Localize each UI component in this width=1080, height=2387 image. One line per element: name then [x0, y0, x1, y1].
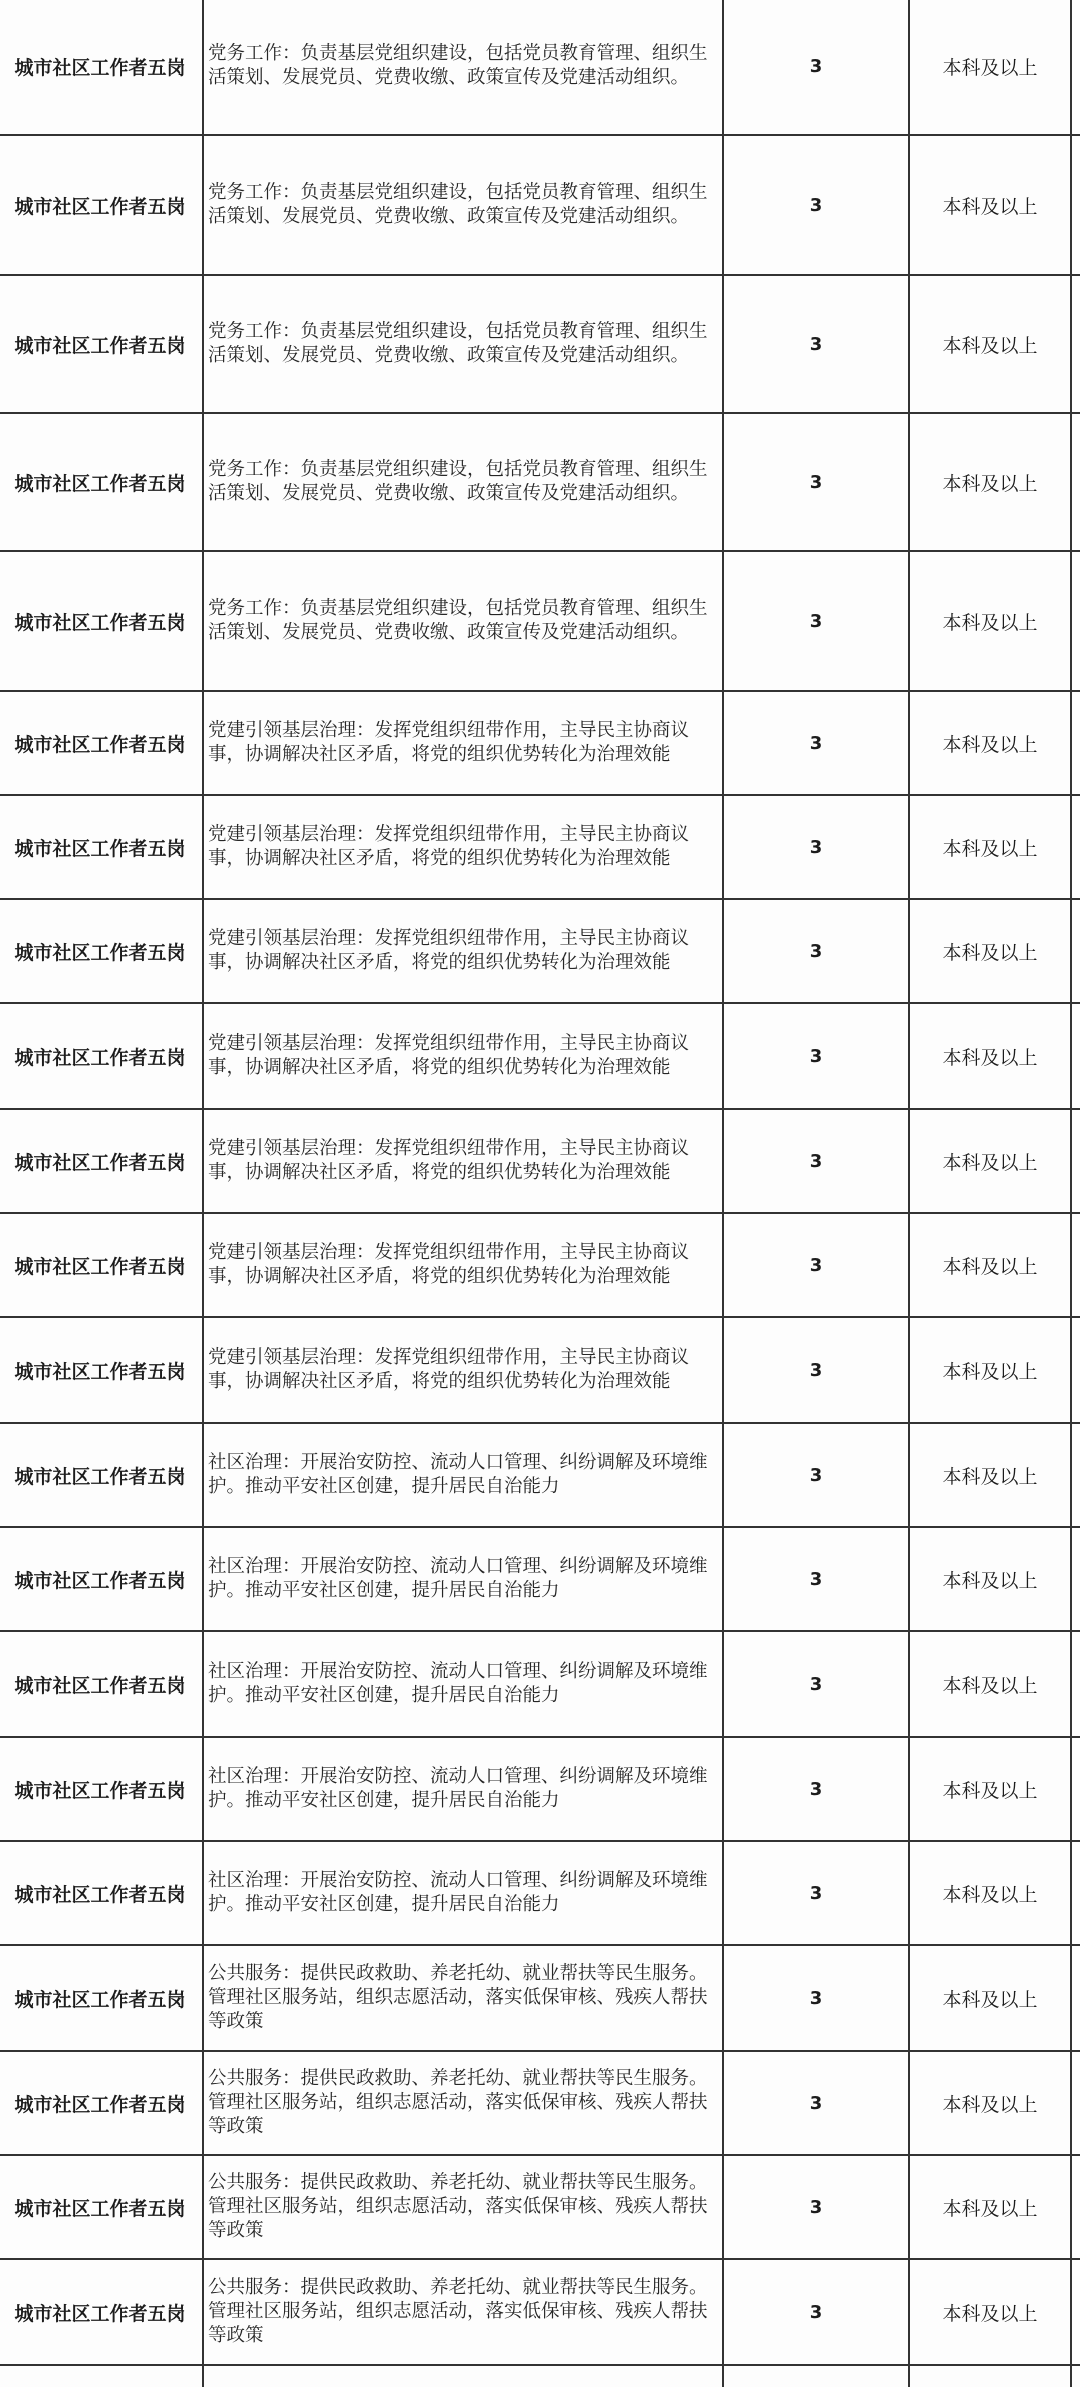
job-description-cell — [203, 2051, 723, 2155]
job-description-text: 公共服务：提供民政救助、养老托幼、就业帮扶等民生服务。管理社区服务站，组织志愿活动，落实低保审核、残疾人帮扶等政策 — [208, 2068, 708, 2137]
job-description-cell — [203, 1003, 723, 1109]
table-row — [0, 1317, 1080, 1423]
next-column-edge — [1071, 1213, 1080, 1317]
job-description-text: 党务工作：负责基层党组织建设，包括党员教育管理、组织生活策划、发展党员、党费收缴、政策宣传及党建活动组织。 — [208, 598, 708, 643]
headcount-cell: 3 — [723, 1841, 909, 1945]
table-row-partial — [0, 2365, 1080, 2387]
next-column-edge — [1071, 2051, 1080, 2155]
next-column-edge — [1071, 1527, 1080, 1631]
education-cell: 本科及以上 — [909, 899, 1071, 1003]
job-description-text: 公共服务：提供民政救助、养老托幼、就业帮扶等民生服务。管理社区服务站，组织志愿活动，落实低保审核、残疾人帮扶等政策 — [208, 2277, 708, 2346]
job-description-text: 党务工作：负责基层党组织建设，包括党员教育管理、组织生活策划、发展党员、党费收缴、政策宣传及党建活动组织。 — [208, 321, 708, 366]
job-description-text: 党务工作：负责基层党组织建设，包括党员教育管理、组织生活策划、发展党员、党费收缴、政策宣传及党建活动组织。 — [208, 182, 708, 227]
table-row — [0, 2051, 1080, 2155]
post-name-cell: 城市社区工作者五岗 — [0, 1213, 203, 1317]
education-cell: 本科及以上 — [909, 551, 1071, 691]
table-row — [0, 0, 1080, 135]
job-description-cell — [203, 795, 723, 899]
post-name-cell: 城市社区工作者五岗 — [0, 1423, 203, 1527]
headcount-cell: 3 — [723, 1213, 909, 1317]
headcount-cell: 3 — [723, 691, 909, 795]
post-name-cell: 城市社区工作者五岗 — [0, 413, 203, 551]
education-cell: 本科及以上 — [909, 0, 1071, 135]
job-description-text: 党建引领基层治理：发挥党组织纽带作用，主导民主协商议事，协调解决社区矛盾，将党的组织优势转化为治理效能 — [208, 824, 690, 869]
table-row — [0, 1109, 1080, 1213]
next-column-edge — [1071, 551, 1080, 691]
next-column-edge — [1071, 2155, 1080, 2259]
headcount-cell: 3 — [723, 795, 909, 899]
job-description-cell — [203, 899, 723, 1003]
next-column-edge — [1071, 1109, 1080, 1213]
table-row — [0, 275, 1080, 413]
education-cell: 本科及以上 — [909, 1841, 1071, 1945]
job-description-cell — [203, 1317, 723, 1423]
headcount-cell: 3 — [723, 1631, 909, 1737]
job-description-text: 社区治理：开展治安防控、流动人口管理、纠纷调解及环境维护。推动平安社区创建，提升居民自治能力 — [208, 1556, 708, 1601]
headcount-cell: 3 — [723, 1737, 909, 1841]
empty-cell — [1071, 2365, 1080, 2387]
education-cell: 本科及以上 — [909, 2155, 1071, 2259]
post-name-cell: 城市社区工作者五岗 — [0, 2155, 203, 2259]
post-name-cell: 城市社区工作者五岗 — [0, 551, 203, 691]
post-name-cell: 城市社区工作者五岗 — [0, 2259, 203, 2365]
education-cell: 本科及以上 — [909, 2051, 1071, 2155]
next-column-edge — [1071, 2259, 1080, 2365]
job-description-text: 公共服务：提供民政救助、养老托幼、就业帮扶等民生服务。管理社区服务站，组织志愿活动，落实低保审核、残疾人帮扶等政策 — [208, 1963, 708, 2032]
post-name-cell: 城市社区工作者五岗 — [0, 899, 203, 1003]
job-description-cell — [203, 135, 723, 275]
education-cell: 本科及以上 — [909, 2259, 1071, 2365]
job-description-cell — [203, 1841, 723, 1945]
table-row — [0, 413, 1080, 551]
headcount-cell: 3 — [723, 1527, 909, 1631]
education-cell: 本科及以上 — [909, 1109, 1071, 1213]
next-column-edge — [1071, 1631, 1080, 1737]
job-description-text: 党建引领基层治理：发挥党组织纽带作用，主导民主协商议事，协调解决社区矛盾，将党的组织优势转化为治理效能 — [208, 1347, 690, 1392]
table-row — [0, 1423, 1080, 1527]
next-column-edge — [1071, 1841, 1080, 1945]
post-name-cell: 城市社区工作者五岗 — [0, 1317, 203, 1423]
job-description-text: 社区治理：开展治安防控、流动人口管理、纠纷调解及环境维护。推动平安社区创建，提升居民自治能力 — [208, 1870, 708, 1915]
job-description-cell — [203, 1423, 723, 1527]
job-description-cell — [203, 275, 723, 413]
job-description-text: 党建引领基层治理：发挥党组织纽带作用，主导民主协商议事，协调解决社区矛盾，将党的组织优势转化为治理效能 — [208, 928, 690, 973]
next-column-edge — [1071, 135, 1080, 275]
education-cell: 本科及以上 — [909, 1317, 1071, 1423]
job-description-cell — [203, 1527, 723, 1631]
headcount-cell: 3 — [723, 135, 909, 275]
post-name-cell: 城市社区工作者五岗 — [0, 1003, 203, 1109]
table-row — [0, 1737, 1080, 1841]
headcount-cell: 3 — [723, 0, 909, 135]
post-name-cell: 城市社区工作者五岗 — [0, 795, 203, 899]
job-description-cell — [203, 1945, 723, 2051]
post-name-cell: 城市社区工作者五岗 — [0, 0, 203, 135]
education-cell: 本科及以上 — [909, 691, 1071, 795]
education-cell: 本科及以上 — [909, 275, 1071, 413]
job-description-cell — [203, 2259, 723, 2365]
next-column-edge — [1071, 0, 1080, 135]
job-description-text: 公共服务：提供民政救助、养老托幼、就业帮扶等民生服务。管理社区服务站，组织志愿活动，落实低保审核、残疾人帮扶等政策 — [208, 2172, 708, 2241]
post-name-cell: 城市社区工作者五岗 — [0, 1737, 203, 1841]
next-column-edge — [1071, 1737, 1080, 1841]
next-column-edge — [1071, 413, 1080, 551]
education-cell: 本科及以上 — [909, 795, 1071, 899]
table-row — [0, 1003, 1080, 1109]
job-description-text: 社区治理：开展治安防控、流动人口管理、纠纷调解及环境维护。推动平安社区创建，提升居民自治能力 — [208, 1661, 708, 1706]
job-description-text: 社区治理：开展治安防控、流动人口管理、纠纷调解及环境维护。推动平安社区创建，提升居民自治能力 — [208, 1452, 708, 1497]
headcount-cell: 3 — [723, 1317, 909, 1423]
headcount-cell: 3 — [723, 1003, 909, 1109]
table-row — [0, 1213, 1080, 1317]
education-cell: 本科及以上 — [909, 413, 1071, 551]
table-row — [0, 551, 1080, 691]
table-row — [0, 1631, 1080, 1737]
table-row — [0, 2155, 1080, 2259]
job-description-cell — [203, 1737, 723, 1841]
job-description-text: 党建引领基层治理：发挥党组织纽带作用，主导民主协商议事，协调解决社区矛盾，将党的组织优势转化为治理效能 — [208, 1033, 690, 1078]
table-row — [0, 691, 1080, 795]
empty-cell — [0, 2365, 203, 2387]
table-row — [0, 1945, 1080, 2051]
empty-cell — [909, 2365, 1071, 2387]
next-column-edge — [1071, 1423, 1080, 1527]
education-cell: 本科及以上 — [909, 1527, 1071, 1631]
job-description-cell — [203, 1631, 723, 1737]
next-column-edge — [1071, 1945, 1080, 2051]
education-cell: 本科及以上 — [909, 1737, 1071, 1841]
table-row — [0, 1841, 1080, 1945]
job-description-cell — [203, 0, 723, 135]
next-column-edge — [1071, 691, 1080, 795]
education-cell: 本科及以上 — [909, 1631, 1071, 1737]
post-name-cell: 城市社区工作者五岗 — [0, 1841, 203, 1945]
empty-cell — [203, 2365, 723, 2387]
post-name-cell: 城市社区工作者五岗 — [0, 1631, 203, 1737]
job-description-text: 党务工作：负责基层党组织建设，包括党员教育管理、组织生活策划、发展党员、党费收缴、政策宣传及党建活动组织。 — [208, 459, 708, 504]
job-description-cell — [203, 413, 723, 551]
headcount-cell: 3 — [723, 1423, 909, 1527]
headcount-cell: 3 — [723, 1945, 909, 2051]
education-cell: 本科及以上 — [909, 1003, 1071, 1109]
job-description-text: 党务工作：负责基层党组织建设，包括党员教育管理、组织生活策划、发展党员、党费收缴、政策宣传及党建活动组织。 — [208, 43, 708, 88]
education-cell: 本科及以上 — [909, 1213, 1071, 1317]
next-column-edge — [1071, 899, 1080, 1003]
post-name-cell: 城市社区工作者五岗 — [0, 275, 203, 413]
education-cell: 本科及以上 — [909, 135, 1071, 275]
education-cell: 本科及以上 — [909, 1945, 1071, 2051]
headcount-cell: 3 — [723, 1109, 909, 1213]
table-row — [0, 795, 1080, 899]
job-description-text: 党建引领基层治理：发挥党组织纽带作用，主导民主协商议事，协调解决社区矛盾，将党的组织优势转化为治理效能 — [208, 1242, 690, 1287]
post-name-cell: 城市社区工作者五岗 — [0, 1945, 203, 2051]
next-column-edge — [1071, 1003, 1080, 1109]
headcount-cell: 3 — [723, 275, 909, 413]
headcount-cell: 3 — [723, 2259, 909, 2365]
job-description-cell — [203, 2155, 723, 2259]
job-description-text: 党建引领基层治理：发挥党组织纽带作用，主导民主协商议事，协调解决社区矛盾，将党的组织优势转化为治理效能 — [208, 1138, 690, 1183]
job-description-cell — [203, 1109, 723, 1213]
job-description-cell — [203, 1213, 723, 1317]
headcount-cell: 3 — [723, 413, 909, 551]
headcount-cell: 3 — [723, 2051, 909, 2155]
next-column-edge — [1071, 275, 1080, 413]
job-description-cell — [203, 551, 723, 691]
post-name-cell: 城市社区工作者五岗 — [0, 691, 203, 795]
table-row — [0, 899, 1080, 1003]
empty-cell — [723, 2365, 909, 2387]
table-row — [0, 2259, 1080, 2365]
post-name-cell: 城市社区工作者五岗 — [0, 2051, 203, 2155]
job-description-cell — [203, 691, 723, 795]
headcount-cell: 3 — [723, 2155, 909, 2259]
next-column-edge — [1071, 1317, 1080, 1423]
table-row — [0, 135, 1080, 275]
table-row — [0, 1527, 1080, 1631]
post-name-cell: 城市社区工作者五岗 — [0, 1527, 203, 1631]
next-column-edge — [1071, 795, 1080, 899]
education-cell: 本科及以上 — [909, 1423, 1071, 1527]
post-name-cell: 城市社区工作者五岗 — [0, 135, 203, 275]
job-description-text: 党建引领基层治理：发挥党组织纽带作用，主导民主协商议事，协调解决社区矛盾，将党的组织优势转化为治理效能 — [208, 720, 690, 765]
headcount-cell: 3 — [723, 899, 909, 1003]
headcount-cell: 3 — [723, 551, 909, 691]
post-name-cell: 城市社区工作者五岗 — [0, 1109, 203, 1213]
job-description-text: 社区治理：开展治安防控、流动人口管理、纠纷调解及环境维护。推动平安社区创建，提升居民自治能力 — [208, 1766, 708, 1811]
